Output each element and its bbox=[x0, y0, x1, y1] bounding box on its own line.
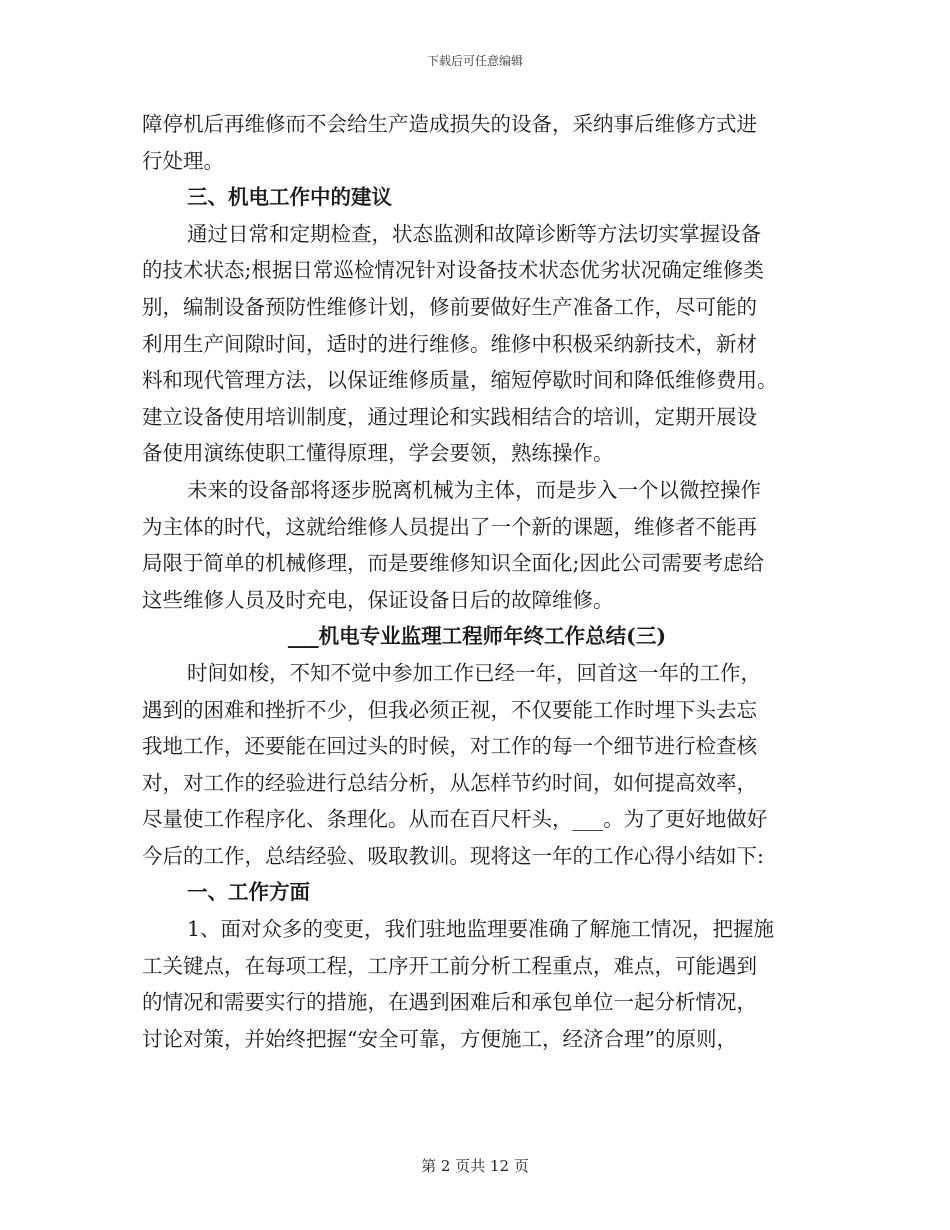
text-line: 未来的设备部将逐步脱离机械为主体，而是步入一个以微控操作 bbox=[187, 477, 761, 502]
text-line: 遇到的困难和挫折不少，但我必须正视，不仅要能工作时埋下头去忘 bbox=[142, 697, 757, 722]
text-line: 今后的工作，总结经验、吸取教训。现将这一年的工作心得小结如下: bbox=[142, 843, 764, 868]
page-footer: 第 2 页共 12 页 bbox=[421, 1157, 529, 1175]
text-line: 备使用演练使职工懂得原理，学会要领，熟练操作。 bbox=[142, 441, 614, 466]
text-line: 局限于简单的机械修理，而是要维修知识全面化;因此公司需要考虑给 bbox=[142, 551, 764, 576]
text-line: 利用生产间隙时间，适时的进行维修。维修中积极采纳新技术，新材 bbox=[142, 331, 757, 356]
text-line: 我地工作，还要能在回过头的时候，对工作的每一个细节进行检查核 bbox=[142, 734, 757, 759]
text-line: 讨论对策，并始终把握“安全可靠，方便施工，经济合理”的原则， bbox=[142, 1026, 737, 1051]
text-line: 通过日常和定期检查，状态监测和故障诊断等方法切实掌握设备 bbox=[187, 221, 761, 246]
text-line: 别，编制设备预防性维修计划，修前要做好生产准备工作，尽可能的 bbox=[142, 294, 757, 319]
document-body bbox=[142, 106, 812, 1057]
text-line: 时间如梭，不知不觉中参加工作已经一年，回首这一年的工作， bbox=[187, 660, 761, 685]
text-line: 尽量使工作程序化、条理化。从而在百尺杆头，___。为了更好地做好 bbox=[142, 807, 768, 832]
text-line: 料和现代管理方法，以保证维修质量，缩短停歇时间和降低维修费用。 bbox=[142, 368, 778, 393]
text-line: 这些维修人员及时充电，保证设备日后的故障维修。 bbox=[142, 587, 614, 612]
text-line: 行处理。 bbox=[142, 148, 224, 173]
text-line: 建立设备使用培训制度，通过理论和实践相结合的培训，定期开展设 bbox=[142, 404, 757, 429]
text-line: 的情况和需要实行的措施，在遇到困难后和承包单位一起分析情况， bbox=[142, 990, 757, 1015]
section-heading: 三、机电工作中的建议 bbox=[187, 185, 392, 210]
text-line: 工关键点，在每项工程，工序开工前分析工程重点，难点，可能遇到 bbox=[142, 953, 757, 978]
text-line: 的技术状态;根据日常巡检情况针对设备技术状态优劣状况确定维修类 bbox=[142, 258, 764, 283]
page-header: 下载后可任意编辑 bbox=[426, 54, 523, 68]
document-title: ___机电专业监理工程师年终工作总结(三) bbox=[287, 624, 667, 649]
text-line: 障停机后再维修而不会给生产造成损失的设备，采纳事后维修方式进 bbox=[142, 112, 757, 136]
text-line: 为主体的时代，这就给维修人员提出了一个新的课题，维修者不能再 bbox=[142, 514, 757, 539]
section-heading: 一、工作方面 bbox=[187, 880, 310, 905]
text-line: 1、面对众多的变更，我们驻地监理要准确了解施工情况，把握施 bbox=[187, 917, 775, 942]
text-line: 对，对工作的经验进行总结分析，从怎样节约时间，如何提高效率， bbox=[142, 770, 757, 795]
